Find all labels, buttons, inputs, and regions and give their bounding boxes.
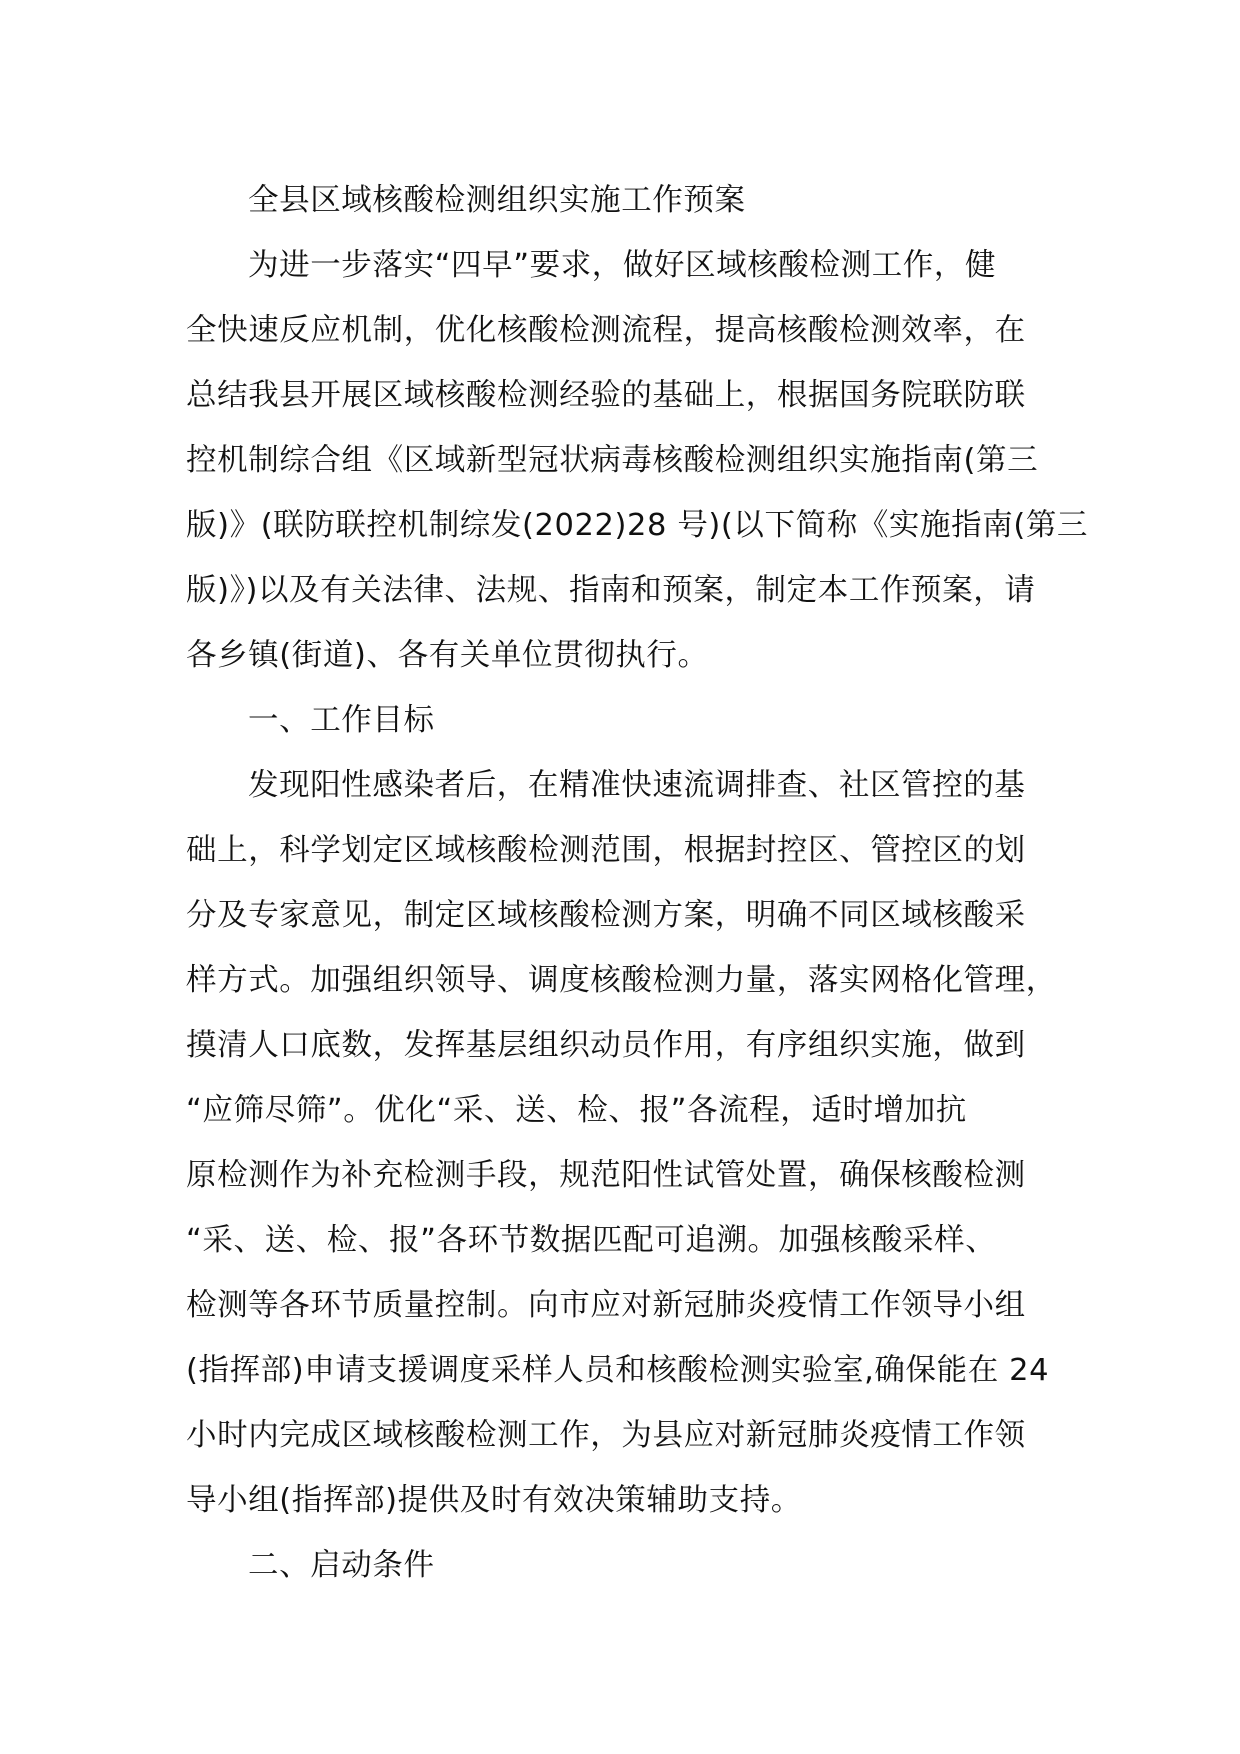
paragraph-line: “采、送、检、报”各环节数据匹配可追溯。加强核酸采样、 [186, 1223, 997, 1258]
paragraph-line: 总结我县开展区域核酸检测经验的基础上，根据国务院联防联 [186, 378, 1026, 413]
paragraph-line: 各乡镇(街道)、各有关单位贯彻执行。 [186, 638, 709, 673]
paragraph-line: 原检测作为补充检测手段，规范阳性试管处置，确保核酸检测 [186, 1158, 1026, 1193]
paragraph-line: “应筛尽筛”。优化“采、送、检、报”各流程，适时增加抗 [186, 1093, 967, 1128]
paragraph-line: 分及专家意见，制定区域核酸检测方案，明确不同区域核酸采 [186, 898, 1026, 933]
paragraph-line: 版)》)以及有关法律、法规、指南和预案，制定本工作预案，请 [186, 573, 1036, 608]
section-heading: 二、启动条件 [248, 1548, 435, 1583]
paragraph-line: (指挥部)申请支援调度采样人员和核酸检测实验室,确保能在 24 [186, 1353, 1050, 1388]
paragraph-line: 小时内完成区域核酸检测工作，为县应对新冠肺炎疫情工作领 [186, 1418, 1026, 1453]
document-title: 全县区域核酸检测组织实施工作预案 [248, 183, 746, 218]
paragraph-line: 版)》(联防联控机制综发(2022)28 号)(以下简称《实施指南(第三 [186, 508, 1089, 543]
paragraph-line: 发现阳性感染者后，在精准快速流调排查、社区管控的基 [248, 768, 1026, 803]
paragraph-line: 检测等各环节质量控制。向市应对新冠肺炎疫情工作领导小组 [186, 1288, 1026, 1323]
paragraph-line: 控机制综合组《区域新型冠状病毒核酸检测组织实施指南(第三 [186, 443, 1039, 478]
paragraph-line: 摸清人口底数，发挥基层组织动员作用，有序组织实施，做到 [186, 1028, 1026, 1063]
paragraph-line: 为进一步落实“四早”要求，做好区域核酸检测工作，健 [248, 248, 997, 283]
paragraph-line: 样方式。加强组织领导、调度核酸检测力量，落实网格化管理， [186, 963, 1057, 998]
paragraph-line: 础上，科学划定区域核酸检测范围，根据封控区、管控区的划 [186, 833, 1026, 868]
section-heading: 一、工作目标 [248, 703, 435, 738]
document-body [186, 168, 1089, 1598]
paragraph-line: 全快速反应机制，优化核酸检测流程，提高核酸检测效率，在 [186, 313, 1026, 348]
paragraph-line: 导小组(指挥部)提供及时有效决策辅助支持。 [186, 1483, 802, 1518]
